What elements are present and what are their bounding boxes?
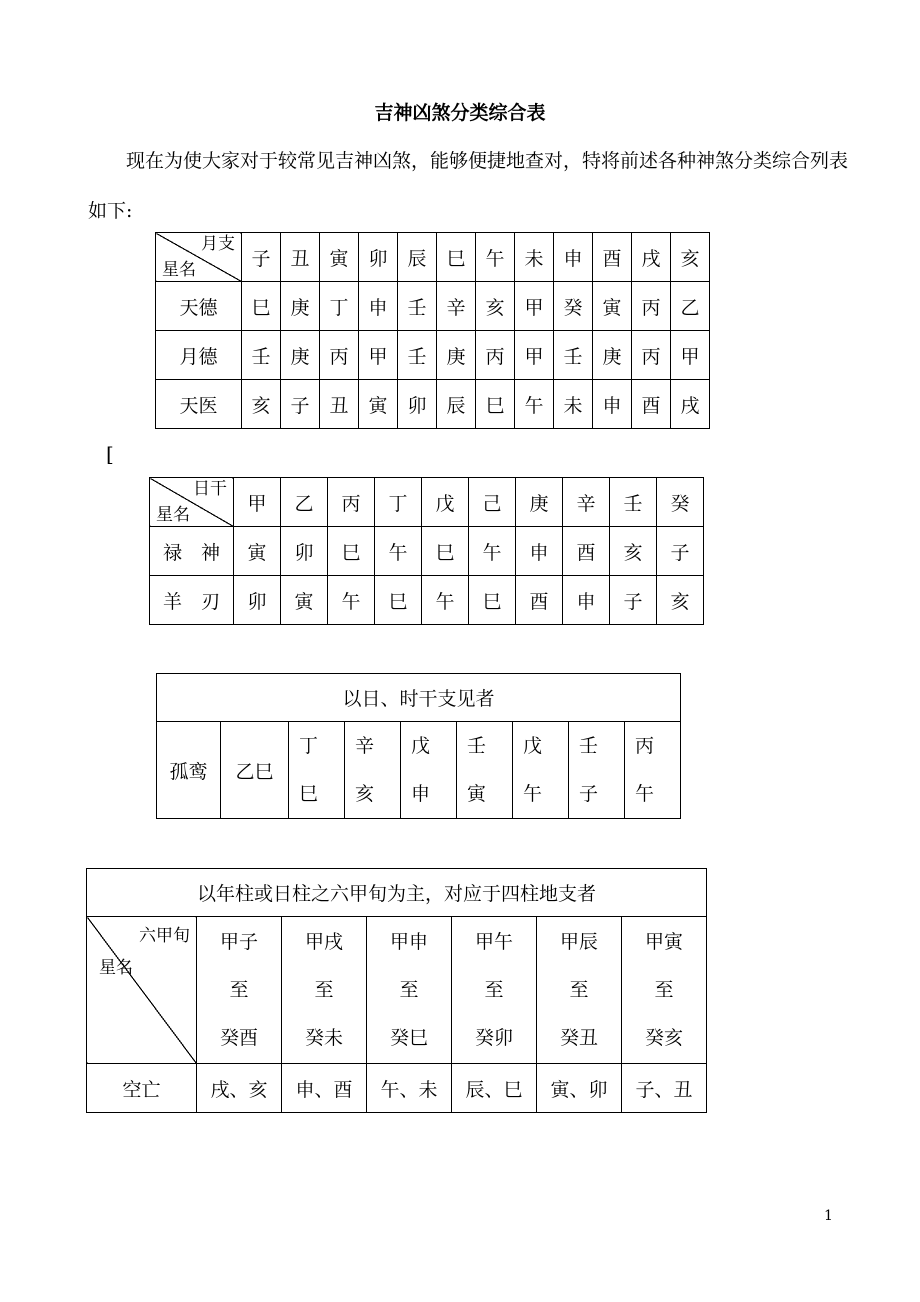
value-cell: 庚	[437, 331, 476, 380]
value-cell: 亥	[476, 282, 515, 331]
value-cell: 巳	[476, 380, 515, 429]
kongwang-table	[86, 868, 707, 1113]
pair-cell	[289, 722, 345, 819]
value-cell: 卯	[281, 527, 328, 576]
header-cell: 亥	[671, 233, 710, 282]
xun-text: 至	[314, 979, 334, 1001]
value-cell: 申	[359, 282, 398, 331]
pair-cell	[569, 722, 625, 819]
value-cell: 庚	[593, 331, 632, 380]
value-cell: 午	[375, 527, 422, 576]
month-branch-table	[155, 232, 710, 429]
table-row	[150, 527, 704, 576]
xun-cell	[452, 917, 537, 1064]
value-cell: 酉	[563, 527, 610, 576]
xun-text: 甲寅	[644, 931, 683, 953]
xun-text: 至	[654, 979, 674, 1001]
pair-cell	[401, 722, 457, 819]
xun-text: 至	[569, 979, 589, 1001]
pair-cell	[513, 722, 569, 819]
star-name-cell: 羊 刃	[150, 576, 234, 625]
pair-char: 戊	[411, 735, 431, 757]
value-cell: 子	[281, 380, 320, 429]
header-cell: 戌	[632, 233, 671, 282]
value-cell: 甲	[359, 331, 398, 380]
value-cell: 申	[593, 380, 632, 429]
value-cell: 辰、巳	[452, 1064, 537, 1113]
pair-cell	[457, 722, 513, 819]
corner-cell	[87, 917, 197, 1064]
header-cell: 子	[242, 233, 281, 282]
value-cell: 巳	[469, 576, 516, 625]
star-name-cell: 月德	[156, 331, 242, 380]
xun-text: 癸巳	[389, 1027, 428, 1049]
value-cell: 亥	[242, 380, 281, 429]
pair-char: 午	[635, 783, 655, 805]
value-cell: 寅	[234, 527, 281, 576]
pair-char: 申	[411, 783, 431, 805]
xun-text: 癸酉	[219, 1027, 258, 1049]
header-cell: 丙	[328, 478, 375, 527]
guluan-table	[156, 673, 681, 819]
header-cell: 癸	[657, 478, 704, 527]
value-cell: 甲	[671, 331, 710, 380]
value-cell: 甲	[515, 282, 554, 331]
value-cell: 亥	[657, 576, 704, 625]
xun-text: 至	[399, 979, 419, 1001]
value-cell: 申	[516, 527, 563, 576]
corner-top-label: 月支	[201, 234, 235, 254]
value-cell: 寅	[281, 576, 328, 625]
value-cell: 戌	[671, 380, 710, 429]
table-row	[156, 282, 710, 331]
xun-text: 至	[484, 979, 504, 1001]
header-cell: 卯	[359, 233, 398, 282]
table-heading: 以年柱或日柱之六甲旬为主，对应于四柱地支者	[87, 869, 707, 917]
value-cell: 卯	[234, 576, 281, 625]
xun-text: 癸未	[304, 1027, 343, 1049]
header-cell: 壬	[610, 478, 657, 527]
corner-bottom-label: 星名	[156, 505, 190, 525]
value-cell: 酉	[516, 576, 563, 625]
pair-char: 子	[579, 783, 599, 805]
xun-cell	[537, 917, 622, 1064]
value-cell: 申	[563, 576, 610, 625]
table-heading: 以日、时干支见者	[157, 674, 681, 722]
header-cell: 巳	[437, 233, 476, 282]
value-cell: 午	[328, 576, 375, 625]
value-cell: 卯	[398, 380, 437, 429]
value-cell: 子、丑	[622, 1064, 707, 1113]
value-cell: 戌、亥	[197, 1064, 282, 1113]
row-name-cell: 空亡	[87, 1064, 197, 1113]
pair-char: 壬	[579, 735, 599, 757]
xun-text: 甲子	[219, 931, 258, 953]
pair-char: 巳	[299, 783, 319, 805]
intro-text: 现在为使大家对于较常见吉神凶煞，能够便捷地查对，特将前述各种神煞分类综合列表如下:	[88, 150, 849, 222]
xun-text: 甲午	[474, 931, 513, 953]
bracket-mark: [	[106, 442, 114, 466]
value-cell: 巳	[242, 282, 281, 331]
table-row	[150, 576, 704, 625]
corner-cell	[150, 478, 234, 527]
value-cell: 亥	[610, 527, 657, 576]
value-cell: 午	[515, 380, 554, 429]
header-cell: 酉	[593, 233, 632, 282]
day-stem-table	[149, 477, 704, 625]
header-cell: 申	[554, 233, 593, 282]
pair-char: 丁	[299, 735, 319, 757]
star-name-cell: 天医	[156, 380, 242, 429]
corner-bottom-label: 星名	[162, 260, 196, 280]
xun-text: 癸丑	[559, 1027, 598, 1049]
value-cell: 丑	[320, 380, 359, 429]
pair-cell	[345, 722, 401, 819]
pair-char: 壬	[467, 735, 487, 757]
star-name-cell: 天德	[156, 282, 242, 331]
xun-cell	[197, 917, 282, 1064]
value-cell: 子	[657, 527, 704, 576]
header-cell: 辛	[563, 478, 610, 527]
corner-top-label: 日干	[193, 479, 227, 499]
value-cell: 丙	[632, 331, 671, 380]
first-value-cell: 乙巳	[221, 722, 289, 819]
value-cell: 甲	[515, 331, 554, 380]
value-cell: 寅	[593, 282, 632, 331]
value-cell: 未	[554, 380, 593, 429]
value-cell: 酉	[632, 380, 671, 429]
header-cell: 未	[515, 233, 554, 282]
value-cell: 寅、卯	[537, 1064, 622, 1113]
value-cell: 壬	[398, 282, 437, 331]
star-name-cell: 孤鸾	[157, 722, 221, 819]
xun-cell	[282, 917, 367, 1064]
page-number: 1	[824, 1208, 833, 1224]
table-row	[156, 380, 710, 429]
header-cell: 乙	[281, 478, 328, 527]
value-cell: 庚	[281, 331, 320, 380]
xun-cell	[367, 917, 452, 1064]
value-cell: 寅	[359, 380, 398, 429]
value-cell: 乙	[671, 282, 710, 331]
value-cell: 巳	[422, 527, 469, 576]
value-cell: 辛	[437, 282, 476, 331]
value-cell: 午、未	[367, 1064, 452, 1113]
intro-paragraph	[88, 136, 848, 236]
page-title: 吉神凶煞分类综合表	[374, 102, 546, 124]
table-row	[156, 331, 710, 380]
pair-char: 午	[523, 783, 543, 805]
header-cell: 丑	[281, 233, 320, 282]
header-cell: 庚	[516, 478, 563, 527]
pair-char: 亥	[355, 783, 375, 805]
value-cell: 丙	[476, 331, 515, 380]
value-cell: 癸	[554, 282, 593, 331]
value-cell: 丙	[320, 331, 359, 380]
header-cell: 寅	[320, 233, 359, 282]
header-cell: 戊	[422, 478, 469, 527]
header-cell: 午	[476, 233, 515, 282]
value-cell: 丙	[632, 282, 671, 331]
corner-bottom-label: 星名	[99, 958, 133, 978]
header-cell: 己	[469, 478, 516, 527]
value-cell: 壬	[242, 331, 281, 380]
value-cell: 子	[610, 576, 657, 625]
xun-text: 甲申	[389, 931, 428, 953]
value-cell: 巳	[328, 527, 375, 576]
value-cell: 庚	[281, 282, 320, 331]
pair-char: 戊	[523, 735, 543, 757]
header-cell: 辰	[398, 233, 437, 282]
xun-text: 甲辰	[559, 931, 598, 953]
value-cell: 申、酉	[282, 1064, 367, 1113]
pair-char: 丙	[635, 735, 655, 757]
xun-text: 至	[229, 979, 249, 1001]
value-cell: 辰	[437, 380, 476, 429]
xun-text: 癸亥	[644, 1027, 683, 1049]
value-cell: 壬	[398, 331, 437, 380]
value-cell: 壬	[554, 331, 593, 380]
value-cell: 丁	[320, 282, 359, 331]
corner-cell	[156, 233, 242, 282]
corner-top-label: 六甲旬	[139, 926, 190, 946]
pair-char: 寅	[467, 783, 487, 805]
header-cell: 丁	[375, 478, 422, 527]
xun-cell	[622, 917, 707, 1064]
xun-text: 癸卯	[474, 1027, 513, 1049]
pair-cell	[625, 722, 681, 819]
value-cell: 午	[422, 576, 469, 625]
value-cell: 午	[469, 527, 516, 576]
value-cell: 巳	[375, 576, 422, 625]
xun-text: 甲戌	[304, 931, 343, 953]
pair-char: 辛	[355, 735, 375, 757]
header-cell: 甲	[234, 478, 281, 527]
star-name-cell: 禄 神	[150, 527, 234, 576]
